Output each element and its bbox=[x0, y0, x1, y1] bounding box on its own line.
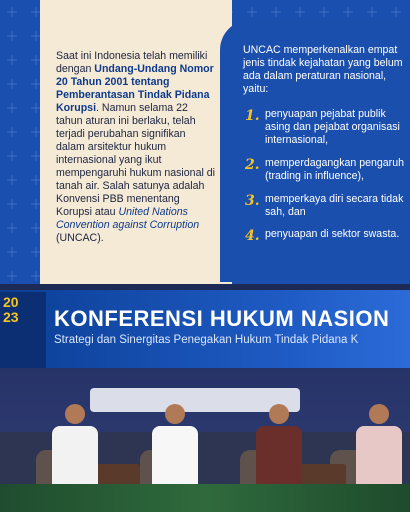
speaker-head bbox=[65, 404, 85, 424]
item-number: 2. bbox=[245, 156, 260, 173]
banner-title: KONFERENSI HUKUM NASION bbox=[54, 306, 390, 331]
item-text: penyuapan pejabat publik asing dan pejabat organisasi internasional, bbox=[265, 108, 400, 146]
item-text: memperdagangkan pengaruh (trading in influence), bbox=[265, 156, 404, 182]
item-number: 1. bbox=[245, 108, 260, 124]
speaker-head bbox=[369, 404, 389, 424]
left-paragraph bbox=[56, 50, 216, 245]
speaker-head bbox=[269, 404, 289, 424]
speaker bbox=[152, 404, 198, 494]
right-intro: UNCAC memperkenalkan empat jenis tindak kejahatan yang belum ada dalam peraturan nasional, yaitu: bbox=[243, 44, 403, 95]
speaker bbox=[256, 404, 302, 494]
uncac-full-name: United Nations Convention against Corruption bbox=[56, 206, 200, 232]
item-number: 4. bbox=[245, 228, 260, 245]
crime-item-3 bbox=[245, 193, 405, 219]
speaker bbox=[52, 404, 98, 494]
item-number: 3. bbox=[245, 192, 260, 209]
crime-item-2 bbox=[245, 157, 405, 183]
paragraph-part3: (UNCAC). bbox=[56, 232, 104, 245]
paragraph-part2: . Namun selama 22 tahun aturan ini berlaku, telah terjadi perubahan signifikan dalam arsitektur hukum internasional yang ikut mempengaruhi hukum nasional di tanah air. Salah satunya adalah Konvensi PBB menentang Korupsi atau bbox=[56, 102, 215, 219]
speaker-head bbox=[165, 404, 185, 424]
banner-subtitle: Strategi dan Sinergitas Penegakan Hukum Tindak Pidana K bbox=[54, 334, 359, 346]
crime-list bbox=[245, 108, 405, 251]
item-text: penyuapan di sektor swasta. bbox=[265, 228, 400, 241]
law-title: Undang-Undang Nomor 20 Tahun 2001 tentang Pemberantasan Tindak Pidana Korupsi bbox=[56, 63, 214, 115]
flower-arrangement bbox=[0, 484, 410, 512]
year-badge: 20 23 bbox=[0, 292, 46, 368]
paragraph-part1: Saat ini Indonesia telah memiliki dengan bbox=[56, 50, 208, 76]
item-text: memperkaya diri secara tidak sah, dan bbox=[265, 192, 404, 218]
conference-photo bbox=[0, 284, 410, 512]
crime-item-1 bbox=[245, 108, 405, 147]
crime-item-4 bbox=[245, 228, 405, 245]
speaker bbox=[356, 404, 402, 494]
